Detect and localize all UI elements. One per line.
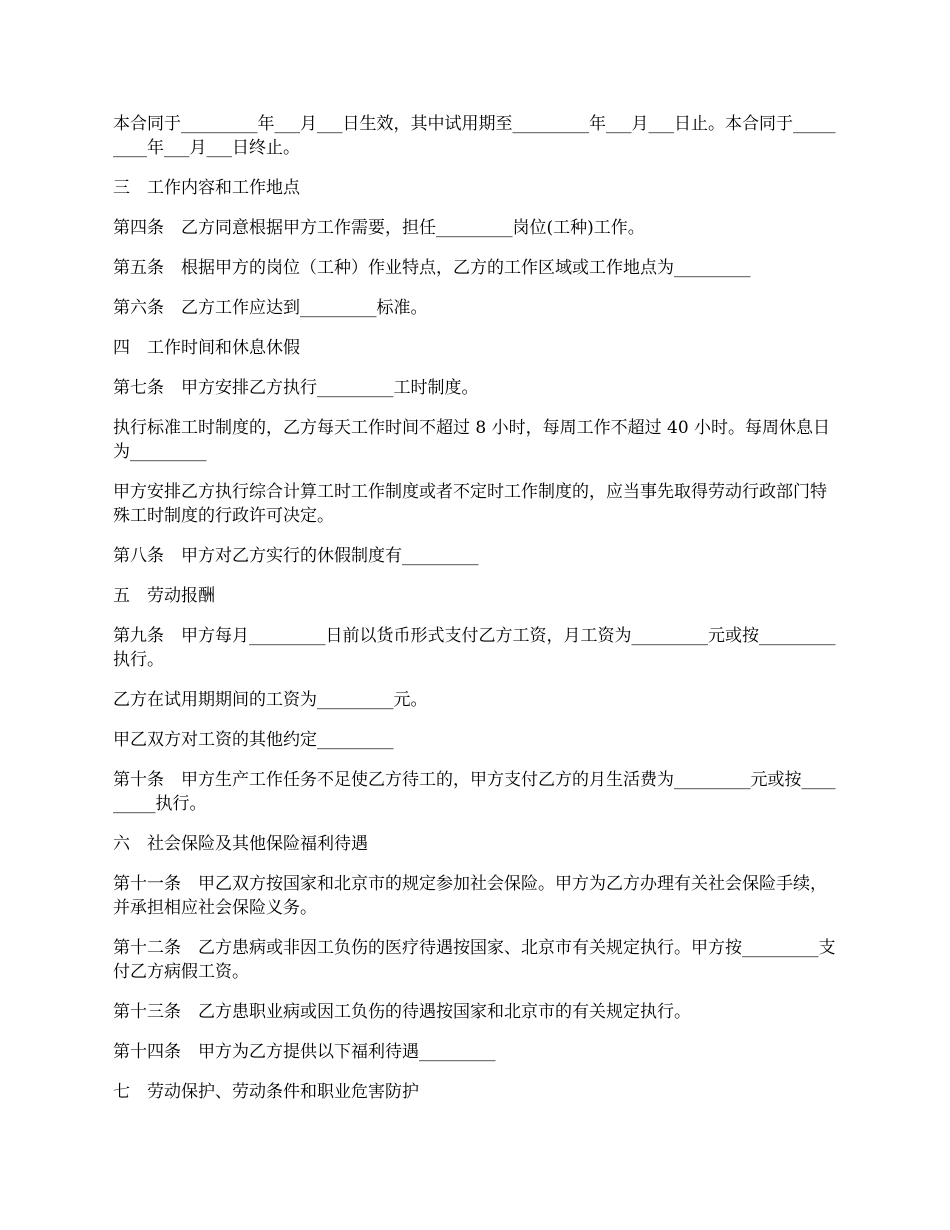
section-4-heading: 四 工作时间和休息休假 (113, 338, 300, 358)
section-3-heading: 三 工作内容和工作地点 (113, 178, 300, 198)
special-hours-paragraph: 甲方安排乙方执行综合计算工时工作制度或者不定时工作制度的，应当事先取得劳动行政部门特殊工时制度的行政许可决定。 (113, 482, 827, 526)
article-6: 第六条 乙方工作应达到_________标准。 (113, 298, 428, 318)
article-7: 第七条 甲方安排乙方执行_________工时制度。 (113, 378, 479, 398)
standard-hours-paragraph: 执行标准工时制度的，乙方每天工作时间不超过 8 小时，每周工作不超过 40 小时。每周休息日为_________ (113, 418, 831, 462)
article-4: 第四条 乙方同意根据甲方工作需要，担任_________岗位(工种)工作。 (113, 218, 645, 238)
section-6-heading: 六 社会保险及其他保险福利待遇 (113, 834, 368, 854)
effective-term-paragraph: 本合同于_________年___月___日生效，其中试用期至_________年___月___日止。本合同于_________年___月___日终止。 (113, 114, 836, 158)
article-13: 第十三条 乙方患职业病或因工负伤的待遇按国家和北京市的有关规定执行。 (113, 1002, 691, 1022)
article-10: 第十条 甲方生产工作任务不足使乙方待工的，甲方支付乙方的月生活费为_________元或按_________执行。 (113, 770, 836, 814)
article-9: 第九条 甲方每月_________日前以货币形式支付乙方工资，月工资为_________元或按_________执行。 (113, 626, 836, 670)
article-5: 第五条 根据甲方的岗位（工种）作业特点，乙方的工作区域或工作地点为_________ (113, 258, 751, 278)
probation-wage-paragraph: 乙方在试用期期间的工资为_________元。 (113, 690, 428, 710)
article-8: 第八条 甲方对乙方实行的休假制度有_________ (113, 546, 479, 566)
other-wage-agreement-paragraph: 甲乙双方对工资的其他约定_________ (113, 730, 394, 750)
section-5-heading: 五 劳动报酬 (113, 586, 215, 606)
article-14: 第十四条 甲方为乙方提供以下福利待遇_________ (113, 1042, 496, 1062)
contract-page (113, 112, 841, 1120)
article-12: 第十二条 乙方患病或非因工负伤的医疗待遇按国家、北京市有关规定执行。甲方按_________支付乙方病假工资。 (113, 938, 836, 982)
article-11: 第十一条 甲乙双方按国家和北京市的规定参加社会保险。甲方为乙方办理有关社会保险手续，并承担相应社会保险义务。 (113, 874, 827, 918)
section-7-heading: 七 劳动保护、劳动条件和职业危害防护 (113, 1082, 419, 1102)
